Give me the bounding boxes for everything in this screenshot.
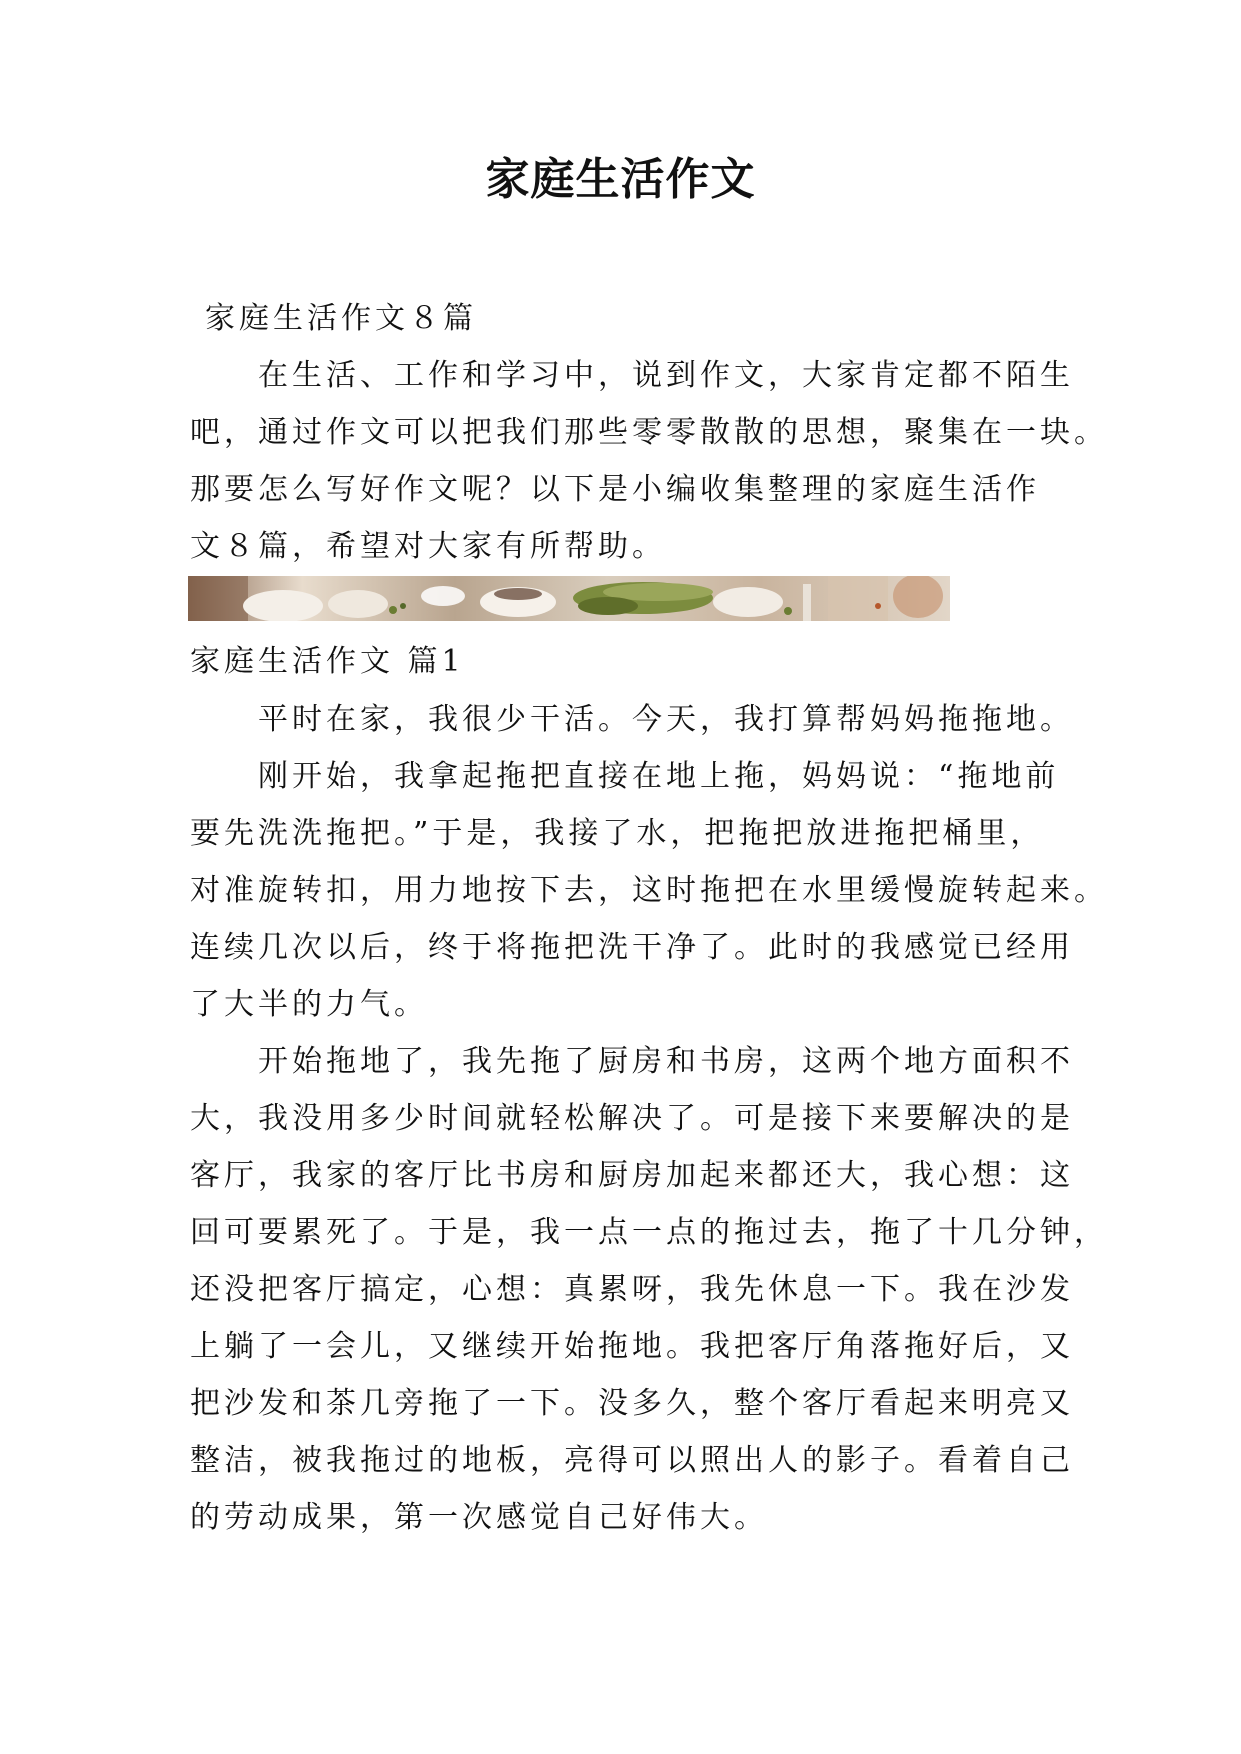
intro-line: 在生活、工作和学习中，说到作文，大家肯定都不陌生 <box>258 358 1074 393</box>
section-heading: 家庭生活作文 篇1 <box>190 644 465 679</box>
body-line: 回可要累死了。于是，我一点一点的拖过去，拖了十几分钟， <box>190 1215 1108 1250</box>
body-line: 大，我没用多少时间就轻松解决了。可是接下来要解决的是 <box>190 1101 1074 1136</box>
subtitle: 家庭生活作文８篇 <box>205 301 477 336</box>
body-line: 还没把客厅搞定，心想：真累呀，我先休息一下。我在沙发 <box>190 1272 1074 1307</box>
body-line: 上躺了一会儿，又继续开始拖地。我把客厅角落拖好后，又 <box>190 1329 1074 1364</box>
intro-line: 吧，通过作文可以把我们那些零零散散的思想，聚集在一块。 <box>190 415 1108 450</box>
body-line: 开始拖地了，我先拖了厨房和书房，这两个地方面积不 <box>258 1044 1074 1079</box>
body-line: 对准旋转扣，用力地按下去，这时拖把在水里缓慢旋转起来。 <box>190 873 1108 908</box>
body-line: 平时在家，我很少干活。今天，我打算帮妈妈拖拖地。 <box>258 702 1074 737</box>
intro-line: 文８篇，希望对大家有所帮助。 <box>190 529 666 564</box>
body-line: 整洁，被我拖过的地板，亮得可以照出人的影子。看着自己 <box>190 1443 1074 1478</box>
body-line: 的劳动成果，第一次感觉自己好伟大。 <box>190 1500 768 1535</box>
body-line: 刚开始，我拿起拖把直接在地上拖，妈妈说：“拖地前 <box>258 759 1060 794</box>
food-photo <box>188 576 950 621</box>
body-line: 客厅，我家的客厅比书房和厨房加起来都还大，我心想：这 <box>190 1158 1074 1193</box>
body-line: 连续几次以后，终于将拖把洗干净了。此时的我感觉已经用 <box>190 930 1074 965</box>
intro-line: 那要怎么写好作文呢？以下是小编收集整理的家庭生活作 <box>190 472 1040 507</box>
body-line: 要先洗洗拖把。”于是，我接了水，把拖把放进拖把桶里， <box>190 816 1045 851</box>
body-line: 了大半的力气。 <box>190 987 428 1022</box>
page-title: 家庭生活作文 <box>485 154 756 205</box>
body-line: 把沙发和茶几旁拖了一下。没多久，整个客厅看起来明亮又 <box>190 1386 1074 1421</box>
